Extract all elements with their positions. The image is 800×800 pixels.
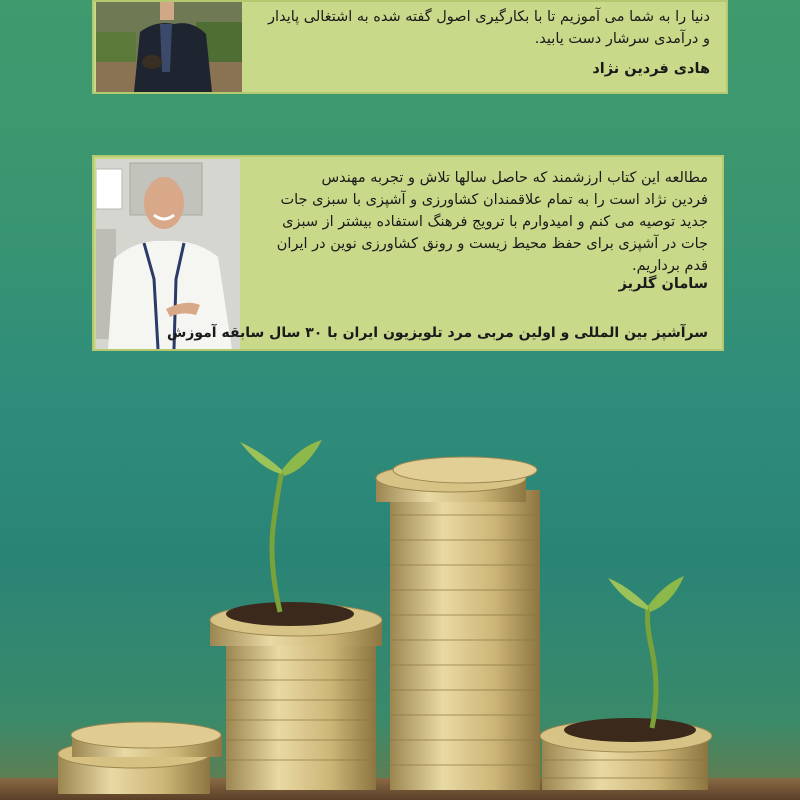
quote-line: و درآمدی سرشار دست یابید. — [534, 31, 710, 47]
author-name: هادی فردین نژاد — [592, 61, 710, 77]
quote-line: قدم برداریم. — [632, 258, 708, 274]
author-name: سامان گلریز — [618, 276, 708, 292]
coin-stack — [376, 457, 540, 790]
coin-stack — [210, 440, 382, 790]
coin-stack — [540, 576, 712, 790]
quote-line: مطالعه این کتاب ارزشمند که حاصل سالها تلاش و تجربه مهندس — [321, 170, 708, 186]
author-title: سرآشپز بین المللی و اولین مربی مرد تلویزیون ایران با ۳۰ سال سابقه آموزش — [166, 325, 708, 341]
quote-line: فردین نژاد است را به تمام علاقمندان کشاورزی و آشپزی با سبزی جات — [280, 192, 708, 208]
coin-stack — [58, 722, 222, 794]
quote-line: جات در آشپزی برای حفظ محیط زیست و رونق کشاورزی نوین در ایران — [276, 236, 708, 252]
quote-line: دنیا را به شما می آموزیم تا با بکارگیری اصول گفته شده به اشتغالی پایدار — [268, 9, 710, 25]
quote-line: جدید توصیه می کنم و امیدوارم با ترویج فرهنگ استفاده بیشتر از سبزی — [282, 214, 708, 230]
